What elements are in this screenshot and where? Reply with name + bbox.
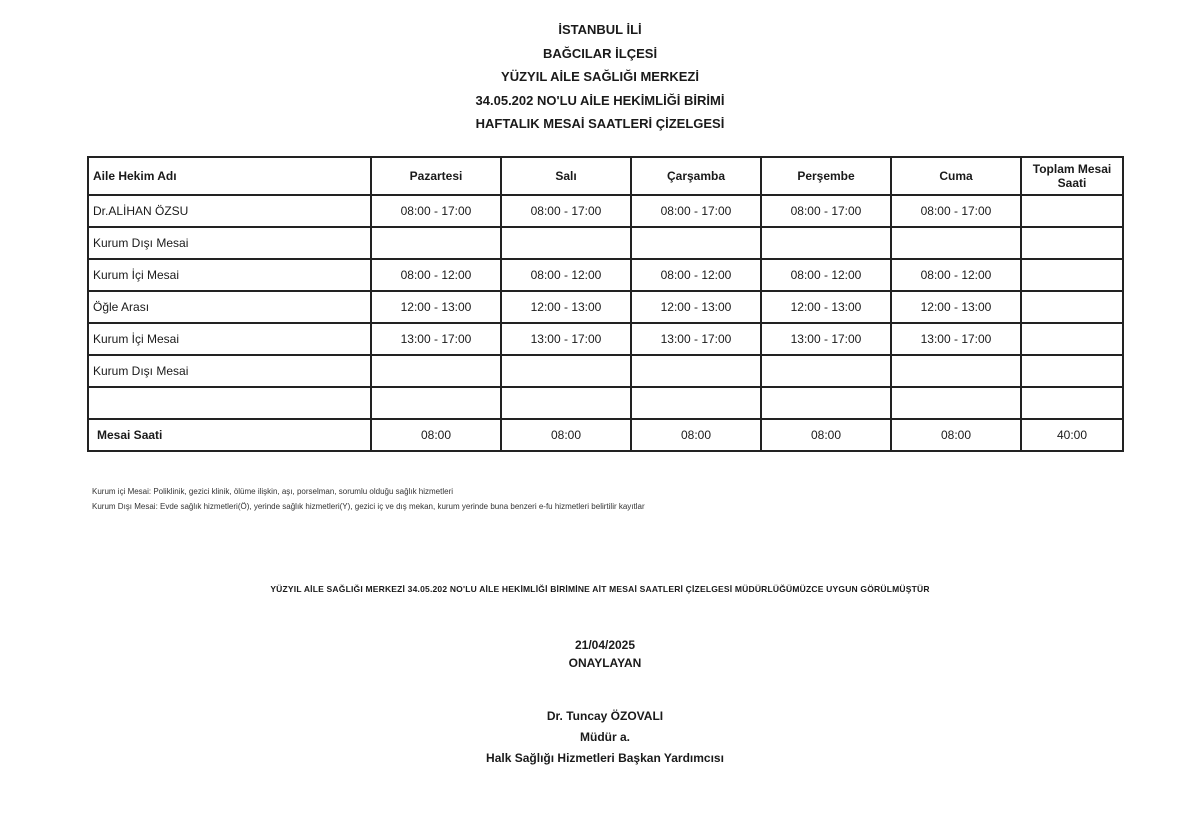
row-label: Kurum İçi Mesai bbox=[88, 323, 371, 355]
table-row bbox=[88, 323, 1123, 355]
table-row bbox=[88, 387, 1123, 419]
row-label bbox=[88, 387, 371, 419]
table-header-row bbox=[88, 157, 1123, 195]
summary-thursday: 08:00 bbox=[761, 419, 891, 451]
header-district: BAĞCILAR İLÇESİ bbox=[542, 45, 658, 61]
col-header-total: Toplam Mesai Saati bbox=[1021, 157, 1123, 195]
cell-wednesday: 13:00 - 17:00 bbox=[631, 323, 761, 355]
cell-friday bbox=[891, 355, 1021, 387]
approval-date: 21/04/2025 bbox=[574, 638, 636, 652]
header-province: İSTANBUL İLİ bbox=[558, 22, 642, 37]
summary-label: Mesai Saati bbox=[88, 419, 371, 451]
col-header-thursday: Perşembe bbox=[761, 157, 891, 195]
summary-tuesday: 08:00 bbox=[501, 419, 631, 451]
cell-total bbox=[1021, 355, 1123, 387]
cell-friday bbox=[891, 227, 1021, 259]
cell-monday: 13:00 - 17:00 bbox=[371, 323, 501, 355]
schedule-table bbox=[87, 156, 1124, 452]
table-row bbox=[88, 195, 1123, 227]
summary-total: 40:00 bbox=[1021, 419, 1123, 451]
col-header-wednesday: Çarşamba bbox=[631, 157, 761, 195]
cell-wednesday: 08:00 - 12:00 bbox=[631, 259, 761, 291]
header-center: YÜZYIL AİLE SAĞLIĞI MERKEZİ bbox=[501, 69, 699, 84]
cell-total bbox=[1021, 195, 1123, 227]
col-header-tuesday: Salı bbox=[501, 157, 631, 195]
cell-tuesday bbox=[501, 227, 631, 259]
row-label: Öğle Arası bbox=[88, 291, 371, 323]
cell-tuesday: 08:00 - 17:00 bbox=[501, 195, 631, 227]
approval-statement: YÜZYIL AİLE SAĞLIĞI MERKEZİ 34.05.202 NO'LU AİLE HEKİMLİĞİ BİRİMİNE AİT MESAİ SAATLERİ ÇİZELGESİ MÜDÜRLÜĞÜMÜZCE UYGUN GÖRÜLMÜŞTÜR bbox=[270, 584, 930, 594]
cell-wednesday bbox=[631, 387, 761, 419]
cell-total bbox=[1021, 259, 1123, 291]
cell-tuesday bbox=[501, 387, 631, 419]
cell-tuesday bbox=[501, 355, 631, 387]
cell-total bbox=[1021, 387, 1123, 419]
cell-thursday: 08:00 - 17:00 bbox=[761, 195, 891, 227]
table-row bbox=[88, 355, 1123, 387]
col-header-monday: Pazartesi bbox=[371, 157, 501, 195]
header-title: HAFTALIK MESAİ SAATLERİ ÇİZELGESİ bbox=[475, 116, 725, 131]
cell-thursday bbox=[761, 387, 891, 419]
cell-thursday bbox=[761, 227, 891, 259]
approval-block bbox=[0, 636, 1200, 672]
row-label: Kurum Dışı Mesai bbox=[88, 227, 371, 259]
signature-block bbox=[0, 706, 1200, 769]
summary-wednesday: 08:00 bbox=[631, 419, 761, 451]
cell-friday bbox=[891, 387, 1021, 419]
cell-wednesday bbox=[631, 355, 761, 387]
cell-thursday: 08:00 - 12:00 bbox=[761, 259, 891, 291]
col-header-doctor: Aile Hekim Adı bbox=[88, 157, 371, 195]
footnote-internal: Kurum içi Mesai: Poliklinik, gezici klinik, ölüme ilişkin, aşı, porselman, sorumlu olduğu sağlık hizmetleri bbox=[92, 487, 454, 496]
cell-total bbox=[1021, 291, 1123, 323]
cell-thursday bbox=[761, 355, 891, 387]
approver-label: ONAYLAYAN bbox=[568, 656, 642, 670]
table-row bbox=[88, 259, 1123, 291]
row-label: Kurum Dışı Mesai bbox=[88, 355, 371, 387]
cell-wednesday bbox=[631, 227, 761, 259]
cell-thursday: 13:00 - 17:00 bbox=[761, 323, 891, 355]
cell-friday: 12:00 - 13:00 bbox=[891, 291, 1021, 323]
cell-friday: 08:00 - 17:00 bbox=[891, 195, 1021, 227]
cell-total bbox=[1021, 227, 1123, 259]
cell-tuesday: 08:00 - 12:00 bbox=[501, 259, 631, 291]
table-row bbox=[88, 291, 1123, 323]
cell-total bbox=[1021, 323, 1123, 355]
cell-monday: 08:00 - 12:00 bbox=[371, 259, 501, 291]
cell-wednesday: 12:00 - 13:00 bbox=[631, 291, 761, 323]
cell-tuesday: 13:00 - 17:00 bbox=[501, 323, 631, 355]
cell-tuesday: 12:00 - 13:00 bbox=[501, 291, 631, 323]
header-unit: 34.05.202 NO'LU AİLE HEKİMLİĞİ BİRİMİ bbox=[475, 92, 725, 108]
cell-monday: 12:00 - 13:00 bbox=[371, 291, 501, 323]
row-label: Kurum İçi Mesai bbox=[88, 259, 371, 291]
cell-monday bbox=[371, 387, 501, 419]
signatory-title: Müdür a. bbox=[580, 730, 630, 744]
summary-row bbox=[88, 419, 1123, 451]
signatory-name: Dr. Tuncay ÖZOVALI bbox=[546, 709, 664, 723]
cell-wednesday: 08:00 - 17:00 bbox=[631, 195, 761, 227]
document-header bbox=[0, 18, 1200, 136]
col-header-friday: Cuma bbox=[891, 157, 1021, 195]
cell-friday: 08:00 - 12:00 bbox=[891, 259, 1021, 291]
summary-friday: 08:00 bbox=[891, 419, 1021, 451]
table-row bbox=[88, 227, 1123, 259]
footnotes bbox=[92, 484, 645, 514]
signatory-role: Halk Sağlığı Hizmetleri Başkan Yardımcısı bbox=[486, 751, 724, 765]
row-label: Dr.ALİHAN ÖZSU bbox=[88, 195, 371, 227]
cell-friday: 13:00 - 17:00 bbox=[891, 323, 1021, 355]
cell-thursday: 12:00 - 13:00 bbox=[761, 291, 891, 323]
cell-monday bbox=[371, 227, 501, 259]
cell-monday: 08:00 - 17:00 bbox=[371, 195, 501, 227]
cell-monday bbox=[371, 355, 501, 387]
summary-monday: 08:00 bbox=[371, 419, 501, 451]
footnote-external: Kurum Dışı Mesai: Evde sağlık hizmetleri(Ö), yerinde sağlık hizmetleri(Y), gezici iç ve dış mekan, kurum yerinde buna benzeri e-fu hizmetleri belirtilir kayıtlar bbox=[92, 502, 645, 511]
